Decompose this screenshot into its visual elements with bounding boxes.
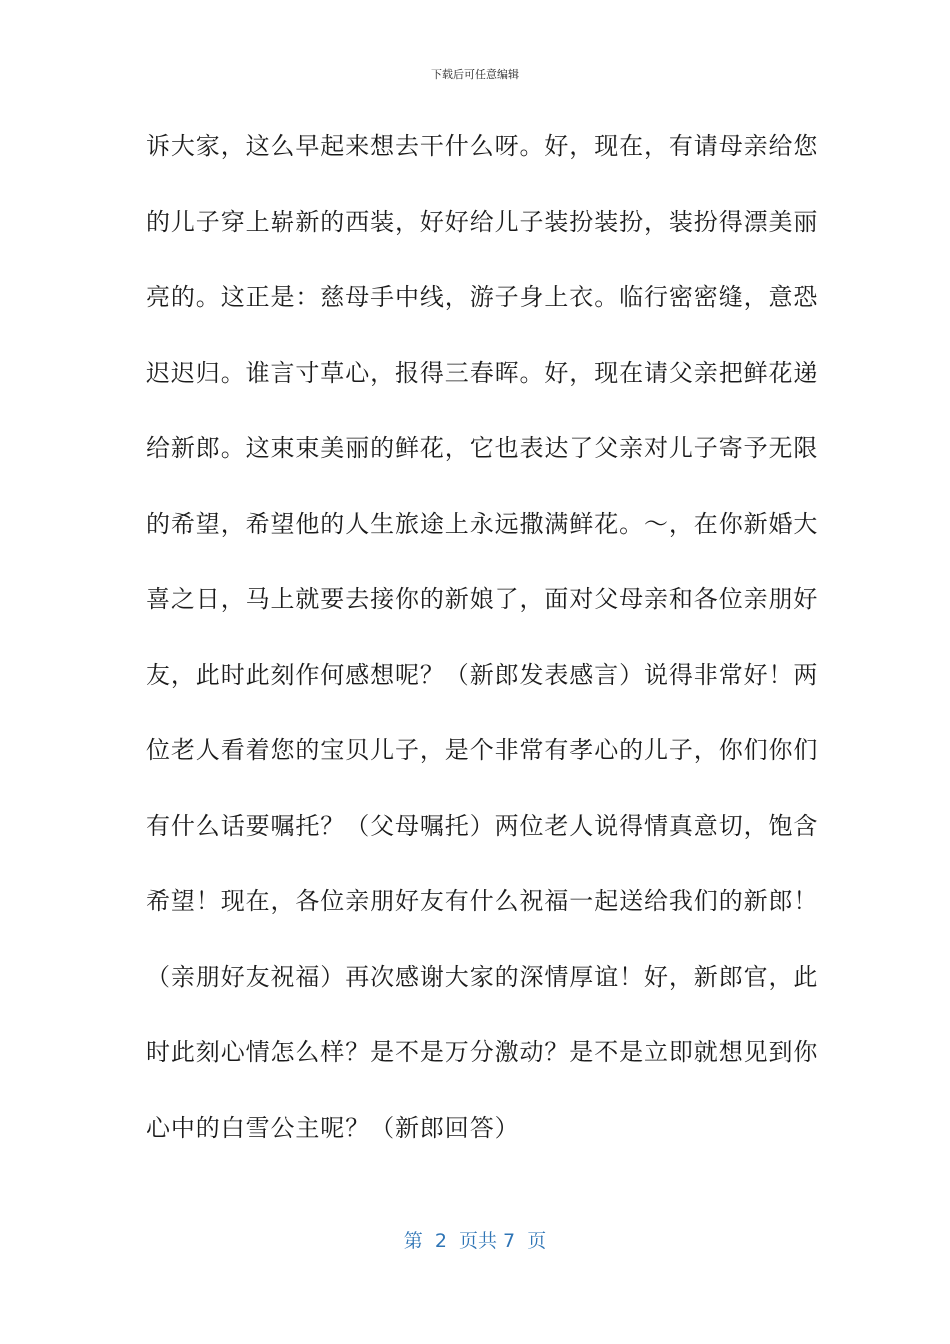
page-footer [0, 1226, 950, 1253]
body-line-13: 时此刻心情怎么样？是不是万分激动？是不是立即就想见到你 [146, 1038, 819, 1066]
body-line-3: 亮的。这正是：慈母手中线，游子身上衣。临行密密缝，意恐 [146, 283, 819, 311]
header-note: 下载后可任意编辑 [431, 68, 519, 81]
body-line-10: 有什么话要嘱托？（父母嘱托）两位老人说得情真意切，饱含 [146, 811, 819, 840]
body-line-6: 的希望，希望他的人生旅途上永远撒满鲜花。～，在你新婚大 [146, 509, 819, 538]
body-line-7: 喜之日，马上就要去接你的新娘了，面对父母亲和各位亲朋好 [146, 585, 819, 613]
body-line-11: 希望！现在，各位亲朋好友有什么祝福一起送给我们的新郎！ [146, 887, 819, 915]
body-line-12: （亲朋好友祝福）再次感谢大家的深情厚谊！好，新郎官，此 [146, 962, 819, 991]
document-body [146, 120, 819, 1177]
body-line-1: 诉大家，这么早起来想去干什么呀。好，现在，有请母亲给您 [146, 132, 819, 160]
body-line-9: 位老人看着您的宝贝儿子，是个非常有孝心的儿子，你们你们 [146, 736, 819, 764]
body-line-5: 给新郎。这束束美丽的鲜花，它也表达了父亲对儿子寄予无限 [146, 434, 819, 462]
body-line-14: 心中的白雪公主呢？（新郎回答） [146, 1113, 520, 1142]
body-line-4: 迟迟归。谁言寸草心，报得三春晖。好，现在请父亲把鲜花递 [146, 358, 819, 387]
body-line-2: 的儿子穿上崭新的西装，好好给儿子装扮装扮，装扮得漂美丽 [146, 207, 819, 236]
body-line-8: 友，此时此刻作何感想呢？（新郎发表感言）说得非常好！两 [146, 660, 819, 689]
page-number-label: 第 2 页共 7 页 [403, 1230, 547, 1252]
